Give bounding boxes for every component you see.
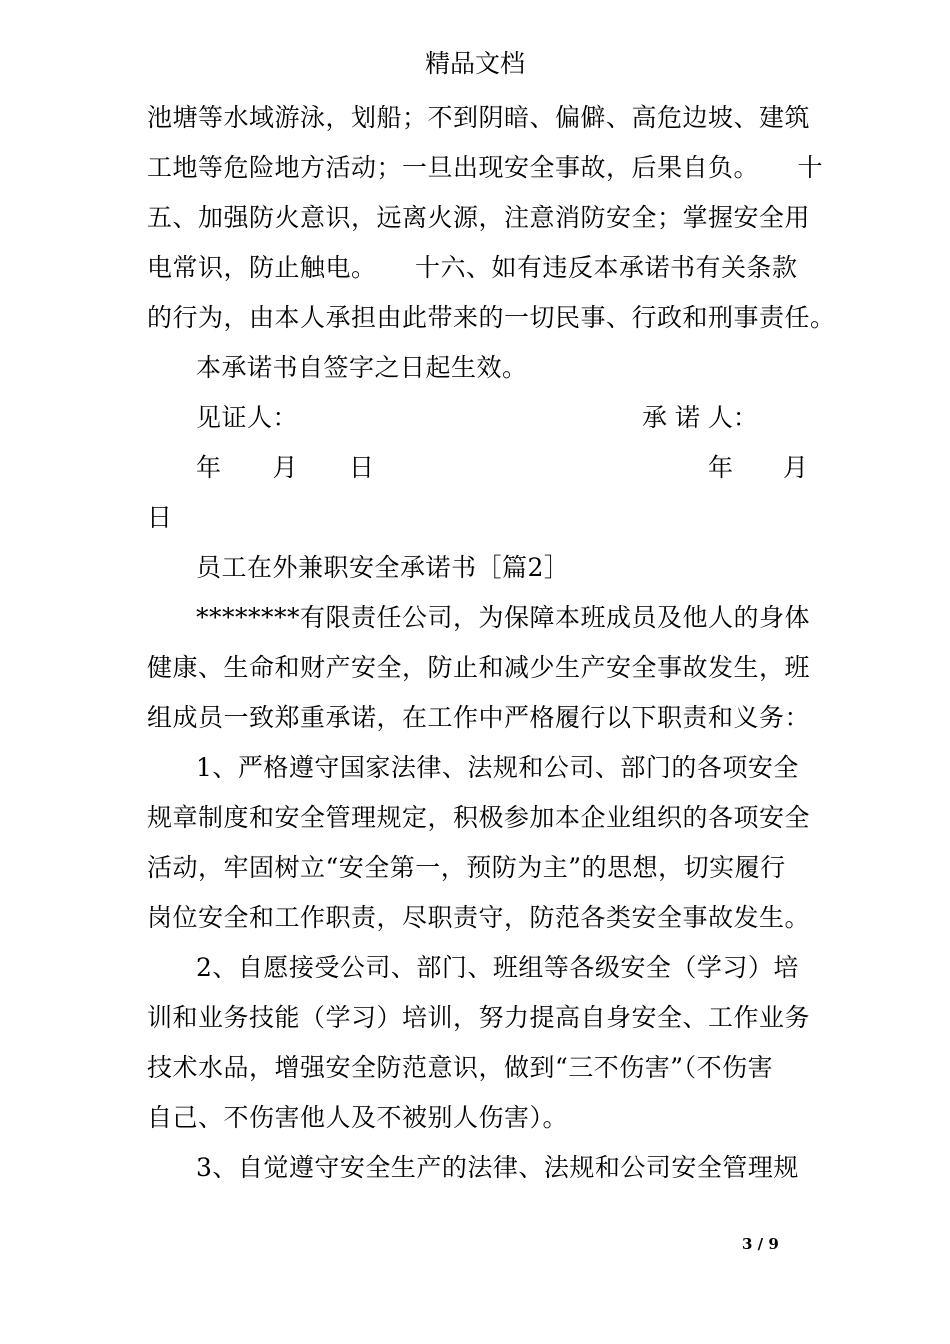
text-line: 2、自愿接受公司、部门、班组等各级安全（学习）培	[196, 953, 799, 982]
text-line: 技术水品，增强安全防范意识，做到“三不伤害”（不伤害	[147, 1053, 774, 1082]
text-line: 训和业务技能（学习）培训，努力提高自身安全、工作业务	[147, 1003, 811, 1032]
text-line: 池塘等水域游泳，划船；不到阴暗、偏僻、高危边坡、建筑	[147, 103, 811, 132]
text-line: 组成员一致郑重承诺，在工作中严格履行以下职责和义务：	[147, 703, 811, 732]
text-line: 本承诺书自签字之日起生效。	[196, 353, 528, 382]
date-right-day: 日	[147, 503, 173, 532]
text-line: 3、自觉遵守安全生产的法律、法规和公司安全管理规	[196, 1153, 799, 1182]
promisor-label: 承 诺 人：	[642, 403, 758, 432]
text-line: 1、严格遵守国家法律、法规和公司、部门的各项安全	[196, 753, 799, 782]
text-line: 电常识，防止触电。 十六、如有违反本承诺书有关条款	[147, 253, 798, 282]
text-line: 规章制度和安全管理规定，积极参加本企业组织的各项安全	[147, 803, 811, 832]
section-title: 员工在外兼职安全承诺书［篇2］	[196, 553, 570, 582]
text-line: ********有限责任公司，为保障本班成员及他人的身体	[196, 603, 811, 632]
date-right: 年 月	[708, 453, 809, 482]
text-line: 五、加强防火意识，远离火源，注意消防安全；掌握安全用	[147, 203, 811, 232]
text-line: 岗位安全和工作职责，尽职责守，防范各类安全事故发生。	[147, 903, 811, 932]
text-line: 工地等危险地方活动；一旦出现安全事故，后果自负。 十	[147, 153, 824, 182]
date-left: 年 月 日	[196, 453, 375, 482]
page-header: 精品文档	[424, 49, 525, 78]
text-line: 的行为，由本人承担由此带来的一切民事、行政和刑事责任。	[147, 303, 836, 332]
text-line: 健康、生命和财产安全，防止和减少生产安全事故发生，班	[147, 653, 811, 682]
witness-label: 见证人：	[196, 403, 299, 432]
text-line: 活动，牢固树立“安全第一，预防为主”的思想，切实履行	[147, 853, 786, 882]
page-number: 3 / 9	[742, 1235, 779, 1253]
text-line: 自己、不伤害他人及不被别人伤害）。	[147, 1103, 569, 1132]
